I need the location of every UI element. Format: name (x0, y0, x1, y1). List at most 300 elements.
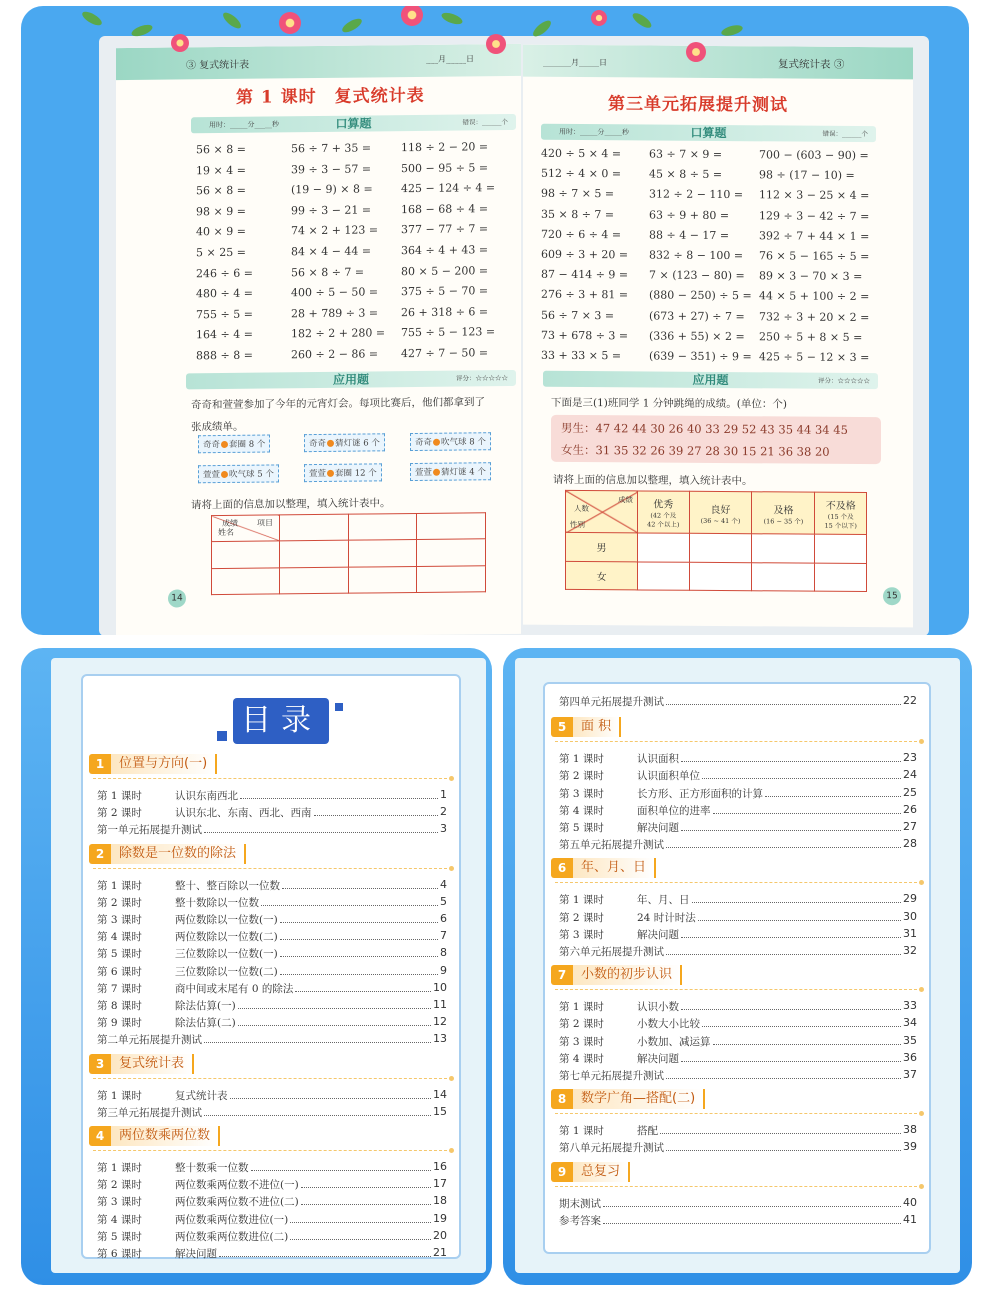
oral-problem: 87 − 414 ÷ 9 = (541, 267, 629, 282)
table-cell[interactable] (280, 514, 349, 541)
toc-divider-dot (449, 1076, 454, 1081)
toc-entry[interactable] (559, 786, 917, 801)
table-col-header (689, 491, 752, 533)
toc-entry-lesson: 第 5 课时 (97, 948, 142, 961)
col-header-line: 42 个以上) (647, 520, 680, 529)
table-cell[interactable] (752, 562, 815, 591)
toc-entry-lesson: 第一单元拓展提升测试 (97, 824, 202, 837)
table-cell[interactable] (212, 568, 280, 595)
toc-entry[interactable] (97, 1160, 447, 1175)
toc-entry[interactable] (559, 837, 917, 852)
girls-scores: 女生：31 35 32 26 39 27 28 30 15 21 36 38 20 (561, 442, 830, 459)
toc-page-number: 34 (903, 1016, 917, 1030)
toc-section-divider (93, 778, 447, 779)
left-th-c: 姓名 (218, 528, 234, 538)
toc-page-number: 16 (433, 1160, 447, 1173)
toc-entry-lesson: 第 3 课时 (559, 1035, 604, 1048)
tag-score: 猜灯谜 4 个 (441, 467, 486, 478)
toc-page-number: 15 (433, 1104, 447, 1118)
toc-entry-lesson: 第 1 课时 (559, 894, 604, 907)
toc-page-number: 23 (903, 751, 917, 765)
toc-section-header (551, 1089, 705, 1109)
table-cell[interactable] (280, 541, 349, 568)
oral-problem: 88 ÷ 4 − 17 = (649, 228, 730, 242)
toc-entry[interactable] (97, 1015, 447, 1030)
toc-section-number: 3 (89, 1054, 111, 1074)
toc-leader-dots (280, 929, 438, 940)
toc-divider-dot (449, 866, 454, 871)
toc-entry[interactable] (97, 946, 447, 961)
oral-problem: 129 ÷ 3 − 42 ÷ 7 = (759, 208, 870, 223)
toc-page-number: 39 (903, 1140, 917, 1154)
toc-entry[interactable] (97, 1177, 447, 1192)
oral-problem: 39 ÷ 3 − 57 = (291, 162, 372, 176)
oral-problem: 480 ÷ 4 = (196, 286, 253, 301)
toc-entry-topic: 解决问题 (637, 822, 679, 834)
toc-entry-lesson: 第八单元拓展提升测试 (559, 1142, 664, 1155)
oral-problem: 56 × 8 ÷ 7 = (291, 265, 365, 279)
toc-section-number: 5 (551, 717, 573, 737)
orange-dot-icon (221, 441, 228, 448)
table-cell[interactable] (417, 539, 486, 566)
orange-dot-icon (433, 439, 440, 446)
toc-page-number: 32 (903, 944, 917, 957)
toc-entry-topic: 搭配 (637, 1125, 658, 1138)
toc-entry[interactable] (559, 1068, 917, 1083)
toc-page-number: 19 (433, 1211, 447, 1225)
toc-entry-lesson: 第 4 课时 (559, 1052, 604, 1065)
toc-leader-dots (702, 1016, 901, 1027)
toc-entry[interactable] (559, 1140, 917, 1155)
toc-section-divider (93, 1078, 447, 1079)
oral-problem: (336 + 55) × 2 = (649, 329, 745, 343)
oral-problem: 164 ÷ 4 = (196, 328, 253, 342)
toc-entry[interactable] (97, 1032, 447, 1047)
toc-entry[interactable] (97, 805, 447, 820)
toc-entry[interactable] (97, 895, 447, 910)
left-oral-time: 用时：_____分_____秒 (209, 120, 279, 130)
oral-problem: 80 × 5 − 200 = (401, 263, 489, 278)
toc-leader-dots (681, 1051, 901, 1062)
toc-page-number: 12 (433, 1015, 447, 1029)
toc-entry[interactable] (559, 927, 917, 942)
col-header-line: (42 个及 (650, 511, 677, 520)
toc-entry[interactable] (97, 998, 447, 1013)
toc-entry-lesson: 第 6 课时 (97, 1248, 142, 1260)
oral-problem: 609 ÷ 3 + 20 = (541, 247, 629, 262)
toc-entry-lesson: 第 7 课时 (97, 982, 142, 995)
score-tag (304, 433, 385, 452)
toc-entry-lesson: 第 3 课时 (97, 914, 142, 926)
toc-left-panel (81, 674, 461, 1259)
oral-problem: 512 ÷ 4 × 0 = (541, 166, 622, 181)
toc-entry-lesson: 第 2 课时 (97, 896, 142, 909)
toc-entry-topic: 两位数乘两位数进位(二) (175, 1230, 289, 1243)
tag-score: 吹气球 8 个 (441, 437, 486, 448)
toc-entry-topic: 认识面积单位 (637, 770, 700, 783)
toc-section-number: 7 (551, 965, 573, 985)
toc-entry[interactable] (559, 1034, 917, 1049)
orange-dot-icon (433, 469, 440, 476)
toc-page-number: 13 (433, 1032, 447, 1046)
toc-leader-dots (681, 820, 901, 831)
toc-left-photo (21, 648, 492, 1285)
table-cell[interactable] (815, 534, 867, 563)
oral-problem: 99 ÷ 3 − 21 = (291, 203, 372, 218)
oral-problem: 98 × 9 = (196, 204, 246, 219)
toc-leader-dots (295, 981, 431, 992)
tag-score: 套圈 8 个 (229, 439, 266, 450)
table-cell[interactable] (348, 513, 417, 540)
toc-page-number: 14 (433, 1087, 447, 1101)
toc-entry-lesson: 第 2 课时 (559, 770, 604, 783)
oral-problem: 425 ÷ 5 − 12 × 3 = (759, 350, 870, 365)
toc-entry[interactable] (97, 1105, 447, 1120)
left-header-date: ___月_____日 (426, 54, 474, 64)
toc-section-number: 2 (89, 844, 111, 864)
table-row-label: 女 (566, 561, 638, 590)
table-cell[interactable] (348, 540, 417, 567)
toc-entry[interactable] (559, 944, 917, 959)
table-cell[interactable] (638, 533, 690, 562)
table-row-label: 男 (566, 532, 638, 561)
left-instruction: 请将上面的信息加以整理，填入统计表中。 (191, 497, 391, 512)
toc-page-number: 38 (903, 1123, 917, 1137)
toc-section-title: 复式统计表 (111, 1054, 194, 1074)
toc-section-title: 年、月、日 (573, 858, 656, 878)
oral-problem: (673 + 27) ÷ 7 = (649, 309, 745, 323)
table-cell[interactable] (689, 533, 752, 562)
toc-entry-lesson: 第 5 课时 (97, 1230, 142, 1243)
table-cell[interactable] (212, 541, 280, 568)
toc-entry-lesson: 第 1 课时 (559, 753, 604, 766)
toc-entry[interactable] (97, 788, 447, 803)
oral-problem: (19 − 9) × 8 = (291, 182, 373, 197)
toc-right-photo (503, 648, 972, 1285)
table-col-header (815, 492, 867, 534)
toc-entry-topic: 整十数除以一位数 (175, 896, 259, 909)
toc-page-number: 25 (903, 785, 917, 799)
oral-problem: 364 ÷ 4 + 43 = (401, 243, 489, 258)
tag-name: 萱萱 (203, 470, 221, 481)
oral-problem: (880 − 250) ÷ 5 = (649, 288, 752, 303)
oral-problem: 40 × 9 = (196, 225, 246, 239)
score-tag (410, 462, 491, 481)
toc-leader-dots (301, 1177, 431, 1188)
toc-divider-dot (919, 1111, 924, 1116)
toc-page-number: 26 (903, 802, 917, 816)
col-header-line: 不及格 (825, 500, 856, 512)
col-header-line: (15 个及 (827, 512, 854, 521)
orange-dot-icon (327, 470, 334, 477)
toc-page-number: 33 (903, 999, 917, 1013)
left-page (116, 44, 521, 635)
toc-entry[interactable] (97, 1229, 447, 1244)
toc-page-number: 7 (440, 929, 447, 943)
toc-title (217, 698, 343, 744)
toc-section-title: 总复习 (573, 1162, 630, 1182)
toc-page-number: 41 (903, 1212, 917, 1226)
right-table-head-cell (566, 490, 638, 533)
oral-problem: 7 × (123 − 80) = (649, 268, 745, 283)
oral-problem: 5 × 25 = (196, 245, 246, 260)
toc-entry[interactable] (97, 822, 447, 837)
oral-problem: 56 ÷ 7 × 3 = (541, 308, 615, 322)
score-tag (198, 464, 279, 483)
left-page-title: 第 1 课时 复式统计表 (236, 85, 425, 108)
toc-page-number: 40 (903, 1195, 917, 1209)
toc-section-header (89, 754, 217, 774)
toc-section-number: 6 (551, 858, 573, 878)
left-oral-bar (191, 114, 516, 133)
right-instruction: 请将上面的信息加以整理，填入统计表中。 (553, 473, 753, 488)
table-cell[interactable] (815, 563, 867, 592)
table-cell[interactable] (638, 561, 690, 590)
toc-entry[interactable] (559, 768, 917, 783)
toc-divider-dot (919, 880, 924, 885)
score-tag (410, 432, 491, 451)
toc-section-divider (555, 1113, 917, 1114)
right-oral-grid (541, 147, 901, 375)
toc-page-number: 27 (903, 820, 917, 833)
col-header-line: 15 个以下) (824, 521, 857, 530)
oral-problem: (639 − 351) ÷ 9 = (649, 349, 752, 364)
toc-entry[interactable] (97, 1246, 447, 1261)
toc-entry[interactable] (559, 751, 917, 766)
toc-leader-dots (713, 803, 902, 814)
toc-leader-dots (603, 1213, 901, 1224)
left-oral-title: 口算题 (335, 116, 372, 131)
oral-problem: 260 ÷ 2 − 86 = (291, 347, 379, 362)
toc-section-title: 面 积 (573, 717, 621, 737)
oral-problem: 425 − 124 ÷ 4 = (401, 181, 496, 196)
toc-page-number: 22 (903, 694, 917, 707)
tag-name: 奇奇 (415, 437, 433, 448)
toc-page-number: 20 (433, 1228, 447, 1242)
oral-problem: 28 + 789 ÷ 3 = (291, 306, 379, 321)
toc-entry-topic: 除法估算(一) (175, 1000, 236, 1012)
boys-scores: 男生：47 42 44 30 26 40 33 29 52 43 35 44 34 45 (561, 420, 848, 437)
toc-page-number: 35 (903, 1033, 917, 1047)
toc-page-number: 11 (433, 998, 447, 1011)
toc-leader-dots (261, 895, 438, 906)
toc-leader-dots (713, 1034, 902, 1045)
table-cell[interactable] (417, 565, 486, 592)
oral-problem: 73 + 678 ÷ 3 = (541, 328, 629, 343)
toc-section-divider (93, 1150, 447, 1151)
toc-entry-lesson: 第 4 课时 (559, 804, 604, 817)
toc-page-number: 31 (903, 926, 917, 940)
toc-entry[interactable] (559, 1016, 917, 1031)
oral-problem: 56 ÷ 7 + 35 = (291, 141, 372, 156)
table-cell[interactable] (280, 567, 349, 594)
toc-section-divider (93, 868, 447, 869)
toc-entry[interactable] (97, 878, 447, 893)
left-th-a: 成绩 (222, 518, 238, 529)
toc-page-number: 3 (440, 822, 447, 836)
table-cell[interactable] (752, 534, 815, 563)
table-cell[interactable] (689, 562, 752, 591)
toc-leader-dots (702, 768, 901, 779)
table-col-header (752, 492, 815, 534)
right-th-b: 成绩 (618, 495, 633, 505)
toc-entry-lesson: 第 8 课时 (97, 1000, 142, 1012)
left-problem-line1: 奇奇和萱萱参加了今年的元宵灯会。每项比赛后，他们都拿到了 (191, 396, 485, 412)
toc-page-number: 30 (903, 909, 917, 923)
toc-section-number: 9 (551, 1162, 573, 1182)
oral-problem: 89 × 3 − 70 × 3 = (759, 269, 863, 284)
toc-leader-dots (765, 786, 901, 797)
toc-leader-dots (666, 694, 901, 705)
oral-problem: 45 × 8 ÷ 5 = (649, 167, 723, 182)
oral-problem: 35 × 8 ÷ 7 = (541, 207, 615, 221)
right-page-number: 15 (883, 587, 901, 605)
oral-problem: 755 ÷ 5 − 123 = (401, 325, 496, 340)
toc-entry-lesson: 第 3 课时 (559, 787, 604, 800)
tag-name: 奇奇 (309, 438, 327, 450)
toc-entry[interactable] (559, 1196, 917, 1211)
table-col-header (638, 491, 690, 533)
toc-entry-lesson: 期末测试 (559, 1197, 601, 1210)
right-oral-errors: 错误：______个 (822, 129, 868, 139)
toc-page-number: 24 (903, 768, 917, 782)
toc-section-header (89, 844, 246, 864)
toc-entry[interactable] (559, 1123, 917, 1138)
toc-leader-dots (681, 751, 901, 762)
toc-entry[interactable] (97, 964, 447, 979)
toc-page-number: 8 (440, 946, 447, 960)
toc-leader-dots (698, 910, 901, 921)
score-tag (304, 463, 382, 482)
toc-entry-topic: 解决问题 (637, 928, 679, 941)
oral-problem: 400 ÷ 5 − 50 = (291, 285, 379, 300)
toc-leader-dots (204, 1032, 431, 1043)
toc-entry-lesson: 第 1 课时 (559, 1125, 604, 1138)
orange-dot-icon (221, 471, 228, 478)
oral-problem: 76 × 5 − 165 ÷ 5 = (759, 249, 870, 264)
toc-entry-topic: 面积单位的进率 (637, 804, 711, 817)
toc-entry-lesson: 第 1 课时 (559, 1001, 604, 1014)
oral-problem: 84 × 4 − 44 = (291, 244, 372, 259)
oral-problem: 312 ÷ 2 − 110 = (649, 187, 744, 202)
toc-page-number: 28 (903, 837, 917, 851)
toc-entry-lesson: 第 1 课时 (97, 1089, 142, 1102)
toc-entry[interactable] (97, 1194, 447, 1209)
toc-section-header (551, 1162, 630, 1182)
toc-leader-dots (219, 1246, 431, 1257)
oral-problem: 33 + 33 × 5 = (541, 348, 622, 363)
right-th-c: 性别 (570, 519, 585, 530)
left-app-bar (186, 370, 516, 389)
toc-page-number: 37 (903, 1068, 917, 1081)
right-header-chapter: 复式统计表 ③ (778, 58, 845, 71)
toc-entry[interactable] (559, 1213, 917, 1228)
toc-entry-topic: 商中间或末尾有 0 的除法 (175, 982, 294, 995)
tag-name: 萱萱 (309, 468, 327, 480)
toc-leader-dots (240, 788, 438, 799)
toc-entry-topic: 年、月、日 (637, 894, 690, 907)
oral-problem: 375 ÷ 5 − 70 = (401, 284, 489, 299)
toc-entry-lesson: 第 1 课时 (97, 879, 142, 892)
toc-leader-dots (666, 1068, 901, 1079)
toc-entry-topic: 24 时计时法 (637, 911, 696, 924)
toc-entry[interactable] (97, 1212, 447, 1227)
toc-entry-topic: 三位数除以一位数(一) (175, 948, 278, 961)
tag-score: 套圈 12 个 (335, 468, 377, 479)
left-page-number: 14 (168, 589, 186, 607)
toc-entry[interactable] (97, 929, 447, 944)
oral-problem: 63 ÷ 9 + 80 = (649, 208, 730, 222)
toc-entry-lesson: 第五单元拓展提升测试 (559, 839, 664, 852)
table-cell[interactable] (417, 513, 486, 540)
toc-page-number: 29 (903, 892, 917, 906)
table-cell[interactable] (348, 566, 417, 593)
toc-entry-topic: 解决问题 (637, 1052, 679, 1065)
toc-entry-lesson: 第六单元拓展提升测试 (559, 946, 664, 958)
oral-problem: 392 ÷ 7 + 44 × 1 = (759, 229, 870, 243)
toc-entry[interactable] (559, 694, 917, 709)
toc-entry-topic: 整十、整百除以一位数 (175, 879, 280, 892)
toc-leader-dots (681, 999, 901, 1010)
toc-entry[interactable] (559, 820, 917, 835)
toc-page-number: 6 (440, 912, 447, 925)
toc-entry-topic: 两位数乘两位数不进位(一) (175, 1179, 299, 1192)
right-app-score: 评分：☆☆☆☆☆ (818, 376, 870, 386)
toc-entry-lesson: 第 2 课时 (97, 1179, 142, 1192)
toc-entry[interactable] (97, 1088, 447, 1103)
toc-section-divider (555, 989, 917, 990)
oral-problem: 700 − (603 − 90) = (759, 148, 869, 163)
toc-entry-topic: 两位数除以一位数(二) (175, 931, 278, 944)
toc-divider-dot (919, 1184, 924, 1189)
toc-entry[interactable] (559, 999, 917, 1014)
toc-entry-lesson: 第 4 课时 (97, 931, 142, 944)
toc-section-title: 除数是一位数的除法 (111, 844, 246, 864)
toc-section-number: 4 (89, 1126, 111, 1146)
toc-leader-dots (280, 964, 438, 975)
toc-leader-dots (280, 912, 438, 923)
toc-section-divider (555, 741, 917, 742)
toc-entry-lesson: 第 2 课时 (559, 911, 604, 924)
toc-leader-dots (301, 1194, 431, 1205)
toc-section-title: 数学广角—搭配(二) (573, 1089, 705, 1109)
oral-problem: 118 ÷ 2 − 20 = (401, 140, 489, 155)
toc-entry-lesson: 第 2 课时 (559, 1018, 604, 1031)
toc-entry[interactable] (97, 981, 447, 996)
oral-problem: 420 ÷ 5 × 4 = (541, 146, 622, 161)
toc-leader-dots (666, 1140, 901, 1151)
toc-leader-dots (251, 1160, 432, 1171)
right-th-a: 人数 (574, 503, 589, 514)
toc-entry-topic: 认识东南西北 (175, 790, 238, 802)
toc-entry-lesson: 第七单元拓展提升测试 (559, 1070, 664, 1082)
oral-problem: 246 ÷ 6 = (196, 266, 253, 280)
right-oral-bar (541, 124, 876, 142)
toc-entry-topic: 小数加、减运算 (637, 1035, 711, 1048)
toc-divider-dot (919, 987, 924, 992)
toc-entry[interactable] (559, 1051, 917, 1066)
toc-entry-topic: 三位数除以一位数(二) (175, 965, 278, 978)
toc-entry[interactable] (559, 892, 917, 907)
toc-leader-dots (681, 927, 901, 938)
toc-entry[interactable] (559, 910, 917, 925)
col-header-line: (36 ~ 41 个) (700, 516, 741, 525)
left-oral-grid (196, 140, 516, 373)
col-header-line: 优秀 (653, 499, 674, 511)
toc-entry-topic: 认识东北、东南、西北、西南 (175, 807, 312, 820)
toc-entry[interactable] (97, 912, 447, 927)
toc-entry[interactable] (559, 803, 917, 818)
